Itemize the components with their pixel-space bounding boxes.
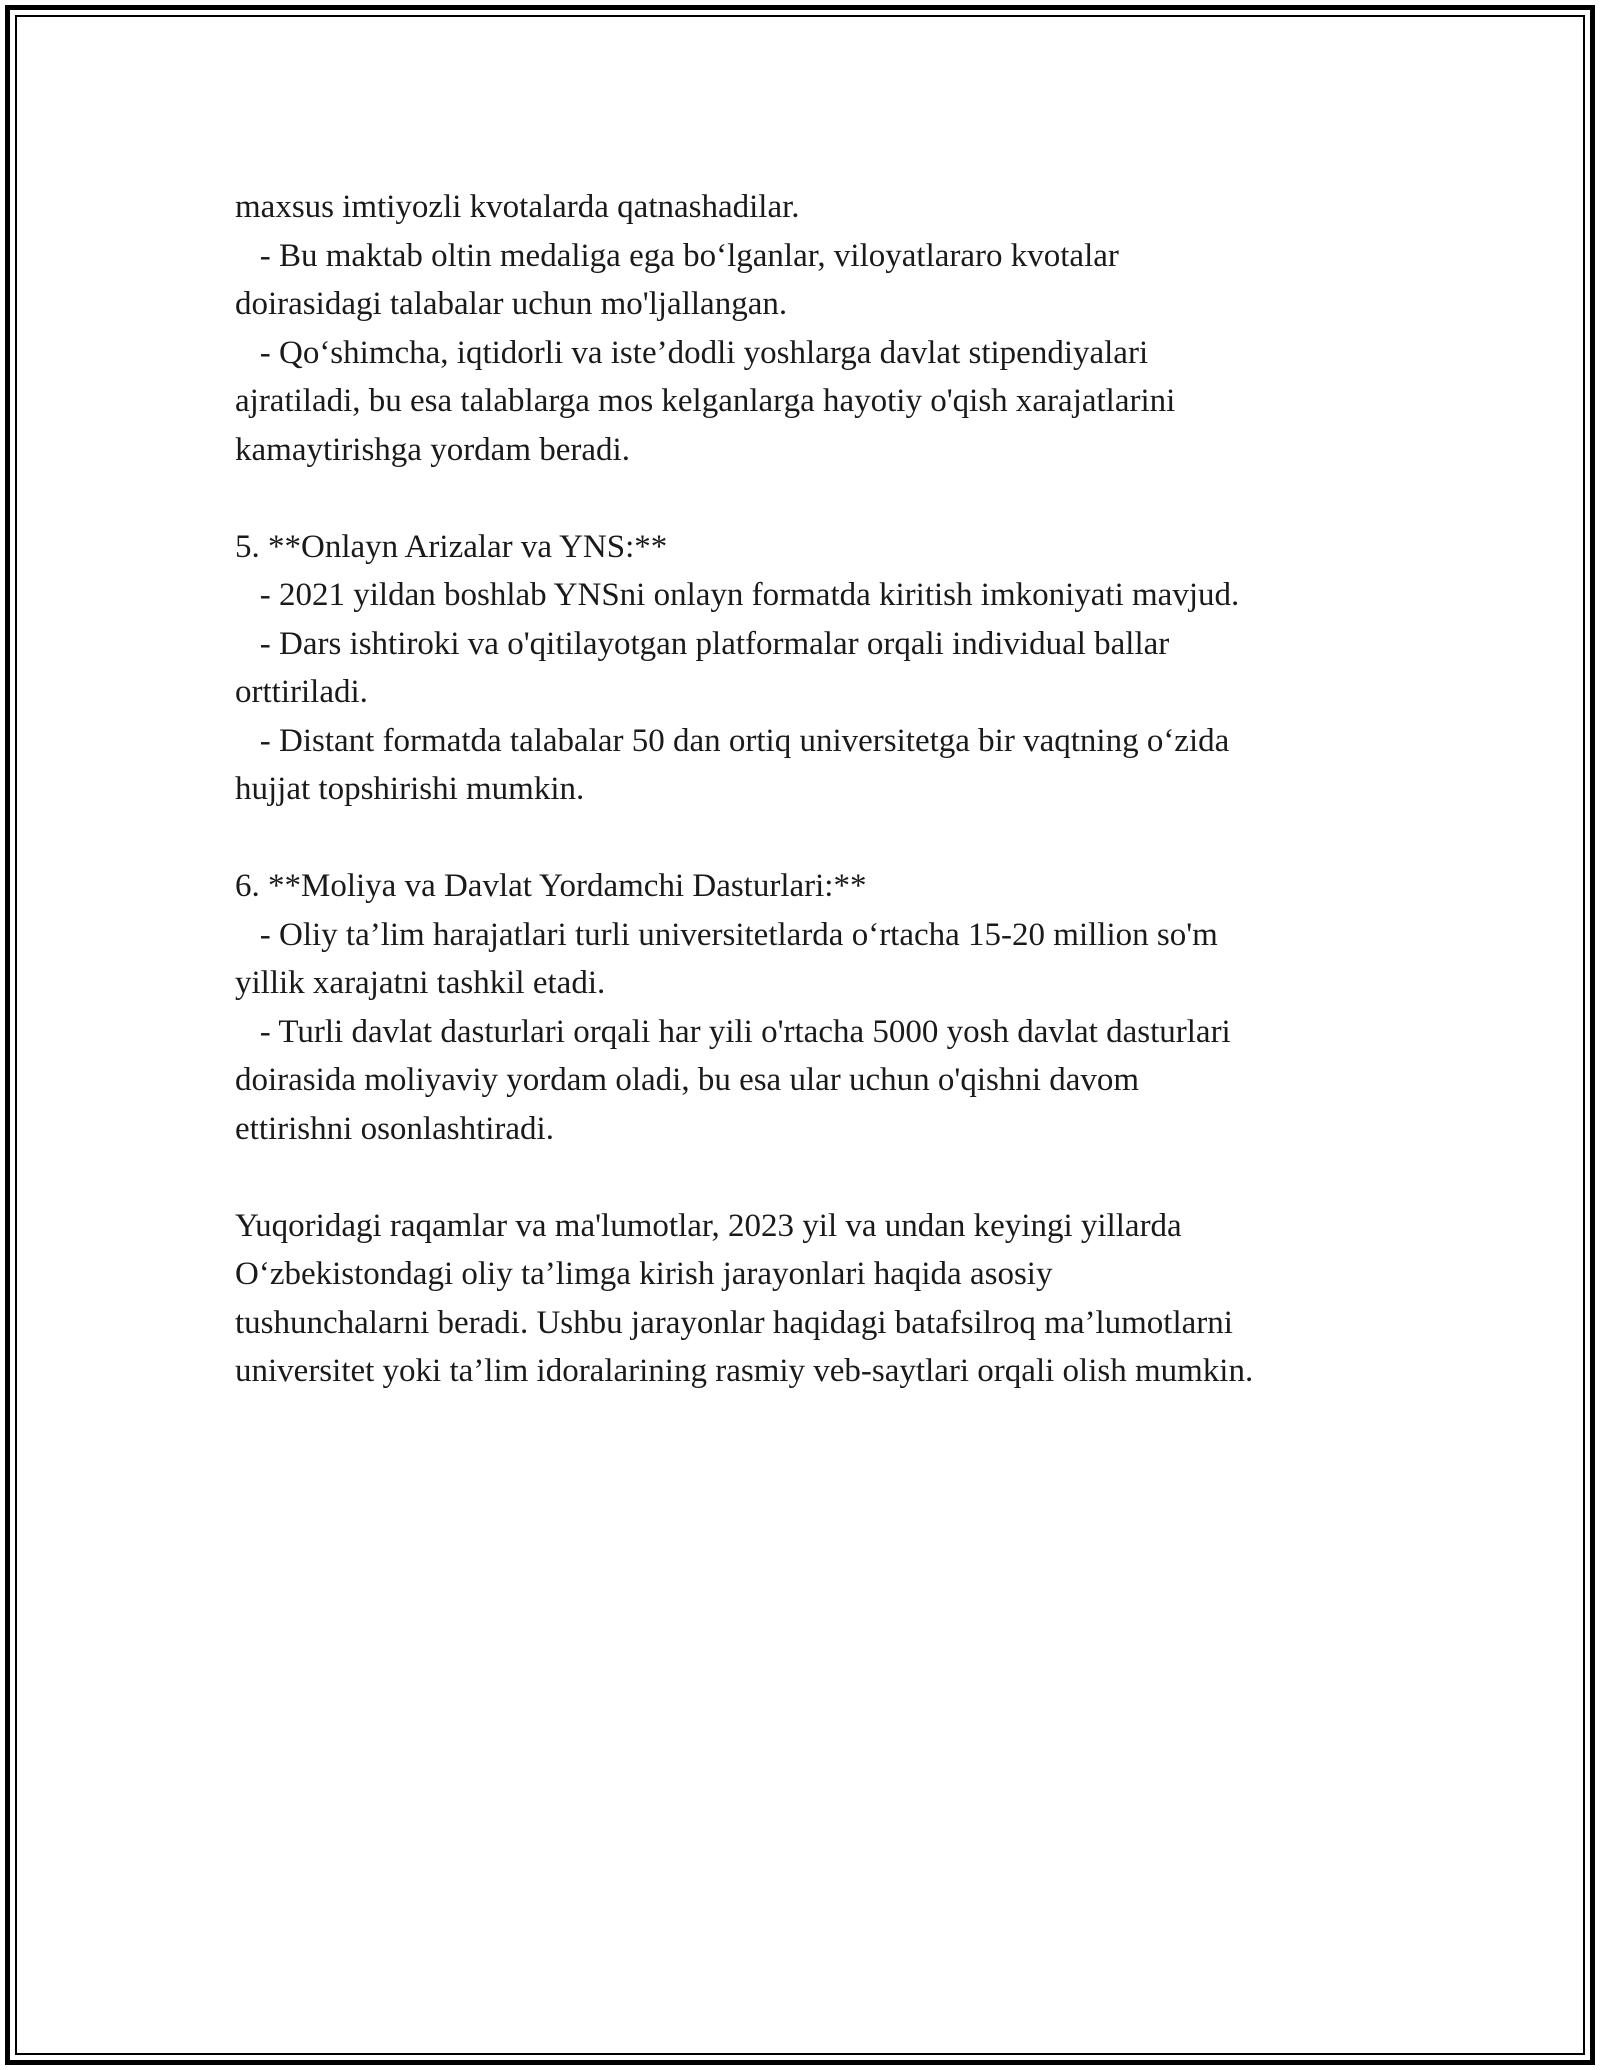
text-line: - Qo‘shimcha, iqtidorli va iste’dodli yoshlarga davlat stipendiyalari — [235, 334, 1149, 371]
text-line: ettirishni osonlashtiradi. — [235, 1110, 554, 1147]
text-line: maxsus imtiyozli kvotalarda qatnashadilar. — [235, 189, 800, 225]
text-line: - Turli davlat dasturlari orqali har yili o'rtacha 5000 yosh davlat dasturlari — [235, 1013, 1231, 1050]
paragraph-gap — [235, 1153, 1435, 1202]
text-line: ajratiladi, bu esa talablarga mos kelganlarga hayotiy o'qish xarajatlarini — [235, 383, 1176, 419]
paragraph-gap — [235, 474, 1435, 523]
section-heading: 6. **Moliya va Davlat Yordamchi Dasturlari:** — [235, 868, 867, 904]
text-line: - Bu maktab oltin medaliga ega bo‘lganlar, viloyatlararo kvotalar — [235, 237, 1119, 274]
text-line: doirasidagi talabalar uchun mo'ljallangan. — [235, 286, 788, 322]
section-finance-programs — [235, 862, 1435, 1153]
text-line: - 2021 yildan boshlab YNSni onlayn formatda kiritish imkoniyati mavjud. — [235, 577, 1240, 613]
text-line: - Oliy ta’lim harajatlari turli universitetlarda o‘rtacha 15-20 million so'm — [235, 916, 1218, 953]
paragraph-quotas — [235, 183, 1435, 474]
text-line: - Dars ishtiroki va o'qitilayotgan platformalar orqali individual ballar — [235, 625, 1170, 662]
text-line: doirasida moliyaviy yordam oladi, bu esa ular uchun o'qishni davom — [235, 1062, 1140, 1098]
text-line: hujjat topshirishi mumkin. — [235, 771, 585, 807]
document-body — [235, 183, 1435, 1396]
paragraph-gap — [235, 814, 1435, 863]
text-line: universitet yoki ta’lim idoralarining rasmiy veb-saytlari orqali olish mumkin. — [235, 1353, 1254, 1389]
text-line: orttiriladi. — [235, 674, 368, 710]
text-line: kamaytirishga yordam beradi. — [235, 431, 630, 468]
text-line: tushunchalarni beradi. Ushbu jarayonlar haqidagi batafsilroq ma’lumotlarni — [235, 1304, 1233, 1341]
text-line: yillik xarajatni tashkil etadi. — [235, 965, 606, 1001]
section-online-applications — [235, 523, 1435, 814]
paragraph-conclusion — [235, 1202, 1435, 1396]
section-heading: 5. **Onlayn Arizalar va YNS:** — [235, 528, 668, 565]
text-line: Yuqoridagi raqamlar va ma'lumotlar, 2023 yil va undan keyingi yillarda — [235, 1207, 1182, 1244]
text-line: - Distant formatda talabalar 50 dan ortiq universitetga bir vaqtning o‘zida — [235, 722, 1230, 759]
text-line: O‘zbekistondagi oliy ta’limga kirish jarayonlari haqida asosiy — [235, 1256, 1053, 1292]
